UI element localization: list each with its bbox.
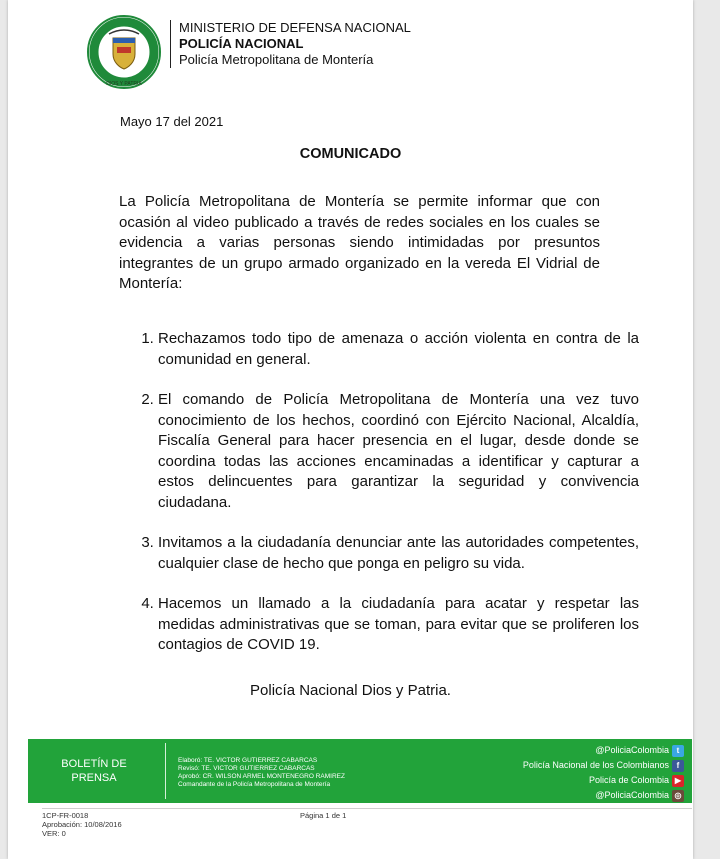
approval-date: Aprobación: 10/08/2016: [42, 820, 122, 829]
list-item: 3. Invitamos a la ciudadanía denunciar ante las autoridades competentes, cualquier clase de hecho que ponga en peligro su vida.: [158, 533, 639, 574]
footer-rule: [42, 808, 692, 809]
facebook-icon[interactable]: f: [672, 760, 684, 772]
social-links: [523, 743, 684, 803]
document-title: COMUNICADO: [299, 146, 402, 162]
ministry-name: MINISTERIO DE DEFENSA NACIONAL: [179, 20, 411, 35]
form-metadata: [42, 811, 122, 838]
unit-name: Policía Metropolitana de Montería: [179, 52, 374, 67]
list-item: 2. El comando de Policía Metropolitana de Montería una vez tuvo conocimiento de los hechos, coordinó con Ejército Nacional, Alcaldía, Fiscalía General para hacer presencia en el lugar, desde donde se coordina todas las acciones encaminadas a identificar y capturar a estos delincuentes para garantizar la seguridad y convivencia ciudadana.: [158, 390, 639, 513]
social-label[interactable]: Policía Nacional de los Colombianos: [522, 760, 669, 770]
institution-header: [170, 20, 411, 68]
twitter-icon[interactable]: t: [672, 745, 684, 757]
credit-line: Revisó: TE. VICTOR GUTIERREZ CABARCAS: [178, 765, 315, 772]
credit-line: Aprobó: CR. WILSON ARMEL MONTENEGRO RAMIREZ: [178, 773, 345, 780]
points-list: [119, 329, 639, 676]
svg-text:DIOS Y PATRIA: DIOS Y PATRIA: [106, 81, 142, 87]
intro-paragraph: La Policía Metropolitana de Montería se permite informar que con ocasión al video publicado a través de redes sociales en los cuales se evidencia a varias personas siendo intimidadas por presuntos integrantes de un grupo armado organizado en la vereda El Vidrial de Montería:: [119, 193, 600, 292]
credits-block: [178, 757, 345, 789]
social-row-instagram[interactable]: [523, 788, 684, 803]
youtube-icon[interactable]: ▶: [672, 775, 684, 787]
form-code: 1CP-FR-0018: [42, 811, 89, 820]
social-row-twitter[interactable]: [523, 743, 684, 758]
instagram-icon[interactable]: ◎: [672, 790, 684, 802]
document-page: [8, 0, 693, 859]
boletin-line-1: BOLETÍN DE: [61, 758, 127, 770]
social-label[interactable]: @PoliciaColombia: [595, 790, 669, 800]
footer-banner: [28, 739, 692, 803]
closing-line: Policía Nacional Dios y Patria.: [250, 682, 451, 699]
footer-divider: [165, 743, 166, 799]
social-label[interactable]: @PoliciaColombia: [595, 745, 669, 755]
social-label[interactable]: Policía de Colombia: [588, 775, 669, 785]
boletin-line-2: PRENSA: [71, 772, 117, 784]
credit-line: Elaboró: TE. VICTOR GUTIERREZ CABARCAS: [178, 757, 318, 764]
boletin-label: [28, 739, 160, 803]
list-item: 4. Hacemos un llamado a la ciudadanía para acatar y respetar las medidas administrativas que se toman, para evitar que se proliferen los contagios de COVID 19.: [158, 594, 639, 656]
institution-name: POLICÍA NACIONAL: [179, 36, 304, 51]
social-row-facebook[interactable]: [523, 758, 684, 773]
page-number: Página 1 de 1: [300, 811, 347, 820]
version: VER: 0: [42, 829, 66, 838]
document-date: Mayo 17 del 2021: [120, 114, 224, 129]
list-item: 1. Rechazamos todo tipo de amenaza o acción violenta en contra de la comunidad en general.: [158, 329, 639, 370]
police-shield-logo: [86, 14, 162, 90]
credit-line: Comandante de la Policía Metropolitana de Montería: [178, 781, 331, 788]
social-row-youtube[interactable]: [523, 773, 684, 788]
